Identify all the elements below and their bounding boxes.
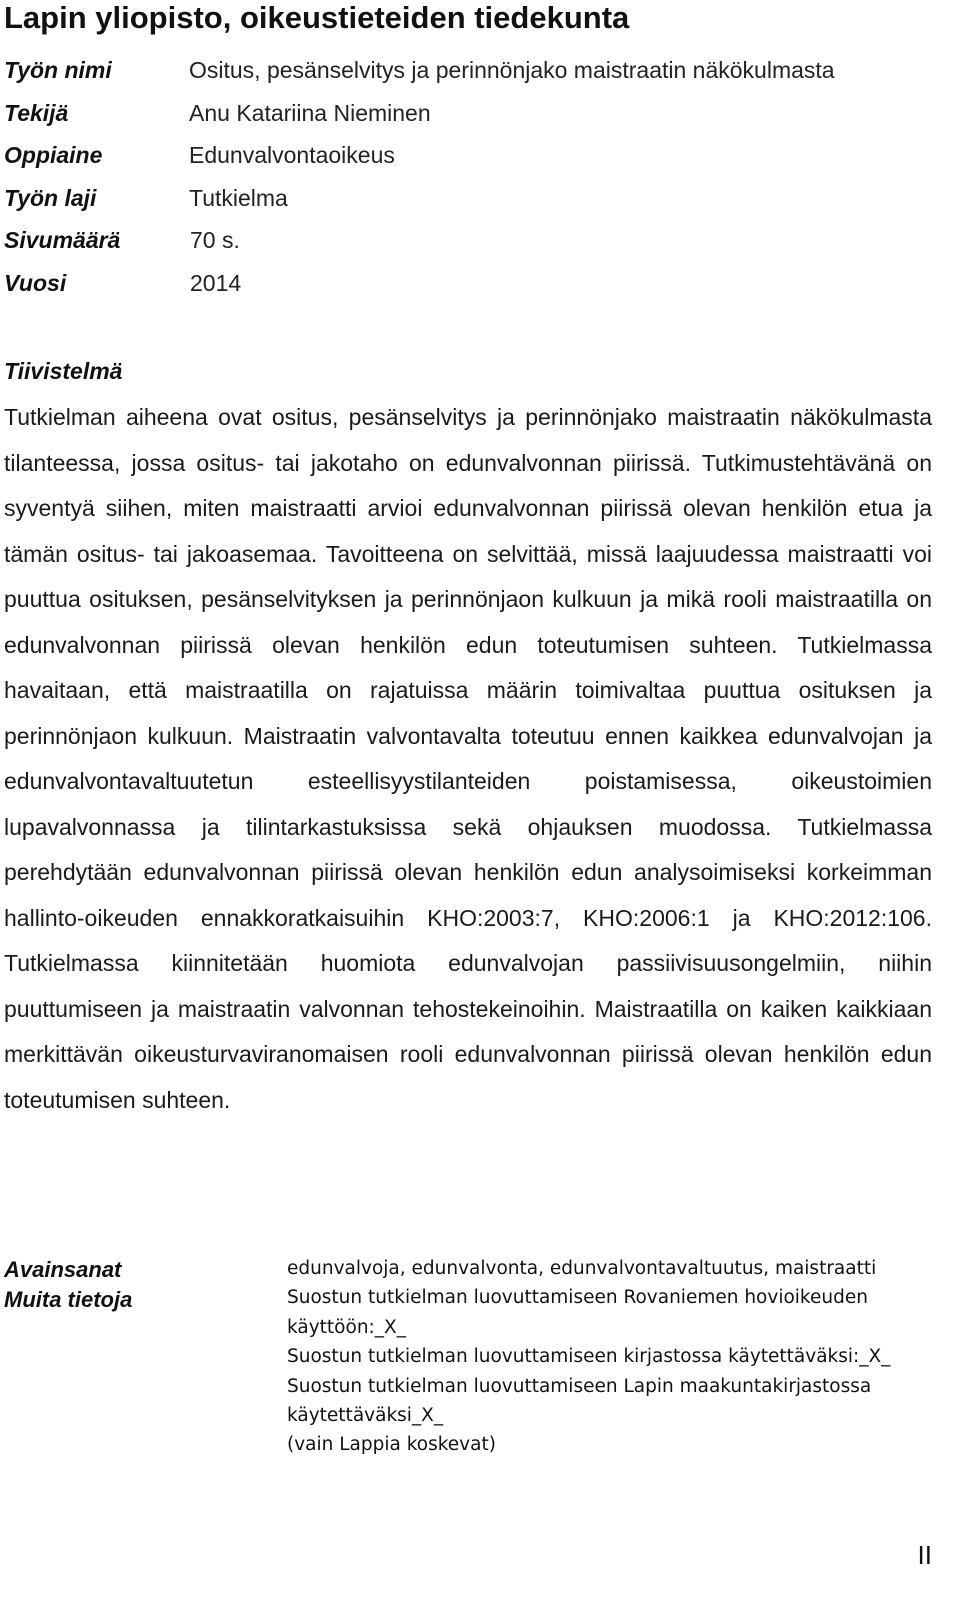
other-info-line: (vain Lappia koskevat) xyxy=(287,1434,496,1456)
other-info-line: käyttöön:_X_ xyxy=(287,1316,406,1338)
other-info-label: Muita tietoja xyxy=(4,1287,133,1312)
keywords-label: Avainsanat xyxy=(4,1257,122,1282)
abstract-heading: Tiivistelmä xyxy=(4,358,123,384)
pages-label: Sivumäärä xyxy=(4,227,121,254)
type-label: Työn laji xyxy=(4,184,97,211)
other-info-line: Suostun tutkielman luovuttamiseen Lapin maakuntakirjastossa xyxy=(287,1375,872,1397)
keywords-value: edunvalvoja, edunvalvonta, edunvalvontavaltuutus, maistraatti xyxy=(287,1258,877,1279)
subject-value: Edunvalvontaoikeus xyxy=(189,142,395,169)
work-name-label: Työn nimi xyxy=(4,57,112,83)
page-title: Lapin yliopisto, oikeustieteiden tiedekunta xyxy=(4,0,630,35)
subject-label: Oppiaine xyxy=(4,142,103,169)
abstract-text: Tutkielman aiheena ovat ositus, pesänselvitys ja perinnönjako maistraatin näkökulmasta tilanteessa, jossa ositus- tai jakotaho on edunvalvonnan piirissä. Tutkimustehtävänä on syventyä siihen, miten maistraatti arvioi edunvalvonnan piirissä olevan henkilön etua ja tämän ositus- tai jakoasemaa. Tavoitteena on selvittää, missä laajuudessa maistraatti voi puuttua osituksen, pesänselvityksen ja perinnönjaon kulkuun ja mikä rooli maistraatilla on edunvalvonnan piirissä olevan henkilön edun toteutumisen suhteen. Tutkielmassa havaitaan, että maistraatilla on rajatuissa määrin toimivaltaa puuttua osituksen ja perinnönjaon kulkuun. Maistraatin valvontavalta toteutuu ennen kaikkea edunvalvojan ja edunvalvontavaltuutetun esteellisyystilanteiden poistamisessa, oikeustoimien lupavalvonnassa ja tilintarkastuksissa sekä ohjauksen muodossa. Tutkielmassa perehdytään edunvalvonnan piirissä olevan henkilön edun analysoimiseksi korkeimman hallinto-oikeuden ennakkoratkaisuihin KHO:2003:7, KHO:2006:1 ja KHO:2012:106. Tutkielmassa kiinnitetään huomiota edunvalvojan passiivisuusongelmiin, niihin puuttumiseen ja maistraatin valvonnan tehostekeinoihin. Maistraatilla on kaiken kaikkiaan merkittävän oikeusturvaviranomaisen rooli edunvalvonnan piirissä olevan henkilön edun toteutumisen suhteen. xyxy=(4,404,932,1113)
other-info-line: käytettäväksi_X_ xyxy=(287,1405,444,1427)
other-info-line: Suostun tutkielman luovuttamiseen kirjastossa käytettäväksi:_X_ xyxy=(287,1346,891,1368)
page-number: II xyxy=(917,1540,932,1570)
author-value: Anu Katariina Nieminen xyxy=(189,99,431,126)
pages-value: 70 s. xyxy=(190,227,240,254)
type-value: Tutkielma xyxy=(189,184,288,211)
year-value: 2014 xyxy=(190,269,242,296)
keywords-values xyxy=(287,1254,927,1460)
year-label: Vuosi xyxy=(4,269,67,296)
work-name-value: Ositus, pesänselvitys ja perinnönjako maistraatin näkökulmasta xyxy=(189,57,835,83)
author-label: Tekijä xyxy=(4,99,69,126)
keywords-labels xyxy=(4,1255,132,1315)
other-info-line: Suostun tutkielman luovuttamiseen Rovaniemen hovioikeuden xyxy=(287,1287,868,1309)
